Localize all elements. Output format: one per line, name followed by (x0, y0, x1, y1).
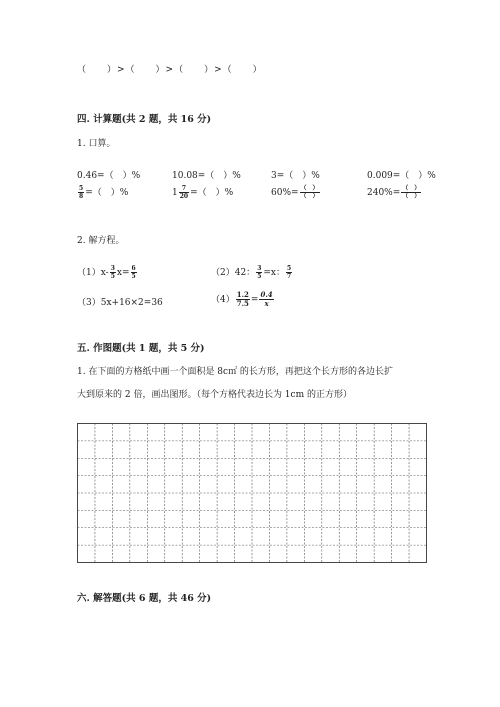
calc-7: 60%= $\frac{( )}{( )}$ (271, 185, 319, 200)
equation-1: （1）x- $\frac{3}{5}$ x= $\frac{6}{5}$ (77, 265, 136, 280)
fraction: $\frac{0.4}{x}$ (260, 290, 273, 308)
ordering-blanks: （ ）>（ ）>（ ）>（ ） (77, 65, 263, 75)
section6-title: 六. 解答题(共 6 题，共 46 分) (77, 593, 212, 604)
calc-8: 240%= $\frac{( )}{( )}$ (367, 185, 421, 200)
fraction: $\frac{3}{5}$ (110, 265, 115, 280)
fraction: $\frac{3}{5}$ (257, 265, 262, 280)
fraction: $\frac{( )}{( )}$ (402, 185, 421, 200)
q5-line-2: 大到原来的 2 倍，画出图形。（每个方格代表边长为 1cm 的正方形） (77, 390, 352, 400)
calc-5: $\frac{5}{8}$ =（ ）% (79, 185, 129, 200)
q1-label: 1. 口算。 (77, 139, 116, 149)
fraction: $\frac{1.2}{7.5}$ (236, 290, 249, 308)
fraction: $\frac{7}{20}$ (179, 185, 189, 200)
fraction: $\frac{5}{8}$ (79, 185, 84, 200)
section5-title: 五. 作图题(共 1 题，共 5 分) (77, 343, 205, 354)
fraction: $\frac{5}{7}$ (287, 265, 292, 280)
equation-3: （3）5x+16×2=36 (77, 298, 163, 308)
calc-2: 10.08=（ ）% (172, 171, 241, 181)
q2-label: 2. 解方程。 (77, 236, 125, 246)
fraction: $\frac{( )}{( )}$ (300, 185, 319, 200)
fraction: $\frac{6}{5}$ (131, 265, 136, 280)
graph-paper-grid[interactable] (77, 423, 427, 563)
calc-4: 0.009=（ ）% (367, 171, 436, 181)
calc-6: 1 $\frac{7}{20}$ =（ ）% (172, 185, 234, 200)
calc-3: 3=（ ）% (271, 171, 320, 181)
calc-1: 0.46=（ ）% (77, 171, 141, 181)
equation-4: （4） $\frac{1.2}{7.5}$ = $\frac{0.4}{x}$ (211, 290, 273, 308)
section4-title: 四. 计算题(共 2 题，共 16 分) (77, 114, 212, 125)
q5-line-1: 1. 在下面的方格纸中画一个面积是 8c㎡ 的长方形，再把这个长方形的各边长扩 (77, 367, 393, 377)
grid-border (78, 424, 427, 563)
equation-2: （2）42： $\frac{3}{5}$ =x： $\frac{5}{7}$ (211, 265, 292, 280)
